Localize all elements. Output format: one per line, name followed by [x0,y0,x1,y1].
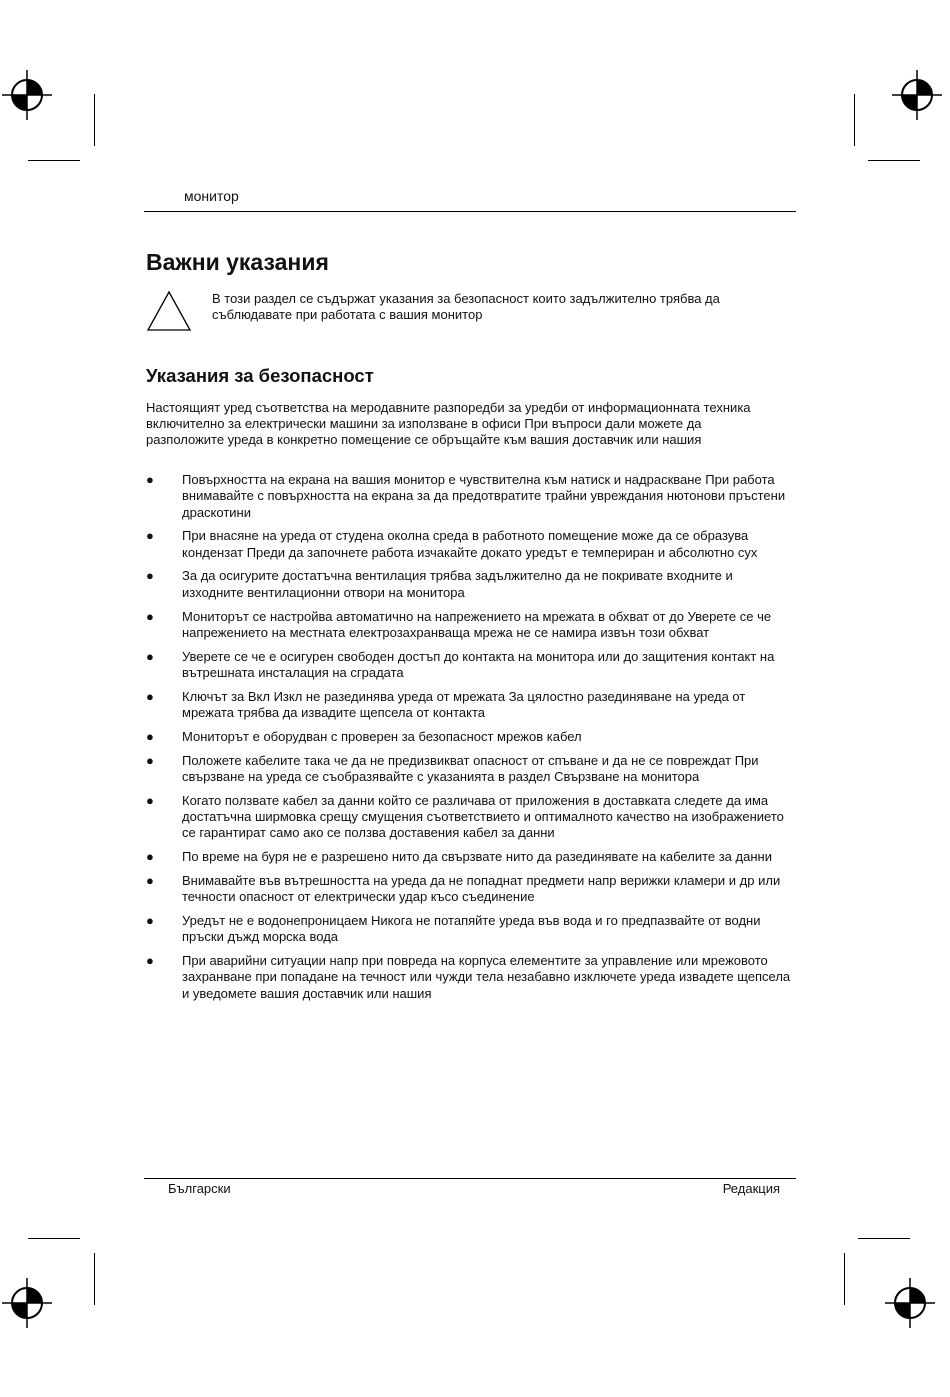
header-rule [144,211,796,212]
bullet-icon: ● [146,472,154,487]
list-item [146,953,796,1002]
bullet-icon: ● [146,728,154,744]
list-item-text: Уверете се че е осигурен свободен достъп до контакта на монитора или до защитения контакт на вътрешната инсталация на сградата [182,648,775,680]
list-item [146,689,796,722]
list-item-text: Положете кабелите така че да не предизвикват опасност от спъване и да не се повреждат При свързване на уреда се съобразявайте с указанията в раздел Свързване на монитора [182,752,759,784]
list-item [146,609,796,642]
list-item [146,913,796,946]
list-item-text: Когато ползвате кабел за данни който се различава от приложения в доставката следете да има достатъчна ширмовка срещу смущения съответствието и оптималното качество на изображението се гарантират само ако се ползва доставения кабел за данни [182,792,784,841]
safety-list [146,472,796,1010]
list-item [146,849,796,865]
list-item [146,793,796,842]
list-item-text: Мониторът е оборудван с проверен за безопасност мрежов кабел [182,728,582,744]
list-item-text: При аварийни ситуации напр при повреда на корпуса елементите за управление или мрежовото захранване при попадане на течност или чужди тела незабавно изключете уреда извадете щепсела и уведомете вашия доставчик или нашия [182,953,791,1001]
crop-line [858,1238,910,1239]
list-item [146,568,796,601]
registration-mark-icon [2,1278,52,1328]
bullet-icon: ● [146,608,154,624]
list-item [146,472,796,521]
list-item-text: При внасяне на уреда от студена околна среда в работното помещение може да се образува кондензат Преди да започнете работа изчакайте докато уредът е темпериран и абсолютно сух [182,528,758,560]
intro-text: В този раздел се съдържат указания за безопасност които задължително трябва да съблюдавате при работата с вашия монитор [212,291,720,322]
list-item [146,649,796,682]
section-paragraph: Настоящият уред съответства на меродавните разпоредби за уредби от информационната техника включително за електрически машини за използване в офиси При въпроси дали можете да разположите уреда в конкретно помещение се обръщайте към вашия доставчик или нашия [146,400,751,447]
list-item-text: По време на буря не е разрешено нито да свързвате нито да разединявате на кабелите за данни [182,849,772,865]
list-item [146,528,796,561]
bullet-icon: ● [146,872,154,888]
list-item-text: Внимавайте във вътрешността на уреда да не попаднат предмети напр верижки кламери и др или течности опасност от електрически удар късо съединение [182,872,781,905]
crop-line [854,94,855,146]
bullet-icon: ● [146,648,154,664]
list-item [146,753,796,786]
running-header: монитор [184,188,239,204]
crop-line [28,1238,80,1239]
footer-language: Български [168,1181,231,1196]
warning-triangle-icon [146,290,192,332]
crop-line [844,1253,845,1305]
bullet-icon: ● [146,752,154,768]
crop-line [868,160,920,161]
bullet-icon: ● [146,688,154,704]
list-item [146,729,796,745]
bullet-icon: ● [146,953,154,969]
registration-mark-icon [885,1278,935,1328]
bullet-icon: ● [146,849,154,865]
page-title: Важни указания [146,249,329,275]
registration-mark-icon [892,70,942,120]
footer-rule [144,1178,796,1179]
bullet-icon: ● [146,528,154,544]
crop-line [94,94,95,146]
list-item-text: Уредът не е водонепроницаем Никога не потапяйте уреда във вода и го предпазвайте от водни пръски дъжд морска вода [182,913,761,945]
bullet-icon: ● [146,792,154,808]
list-item-text: За да осигурите достатъчна вентилация трябва задължително да не покривате входните и изходните вентилационни отвори на монитора [182,568,733,600]
crop-line [28,160,80,161]
crop-line [94,1253,95,1305]
bullet-icon: ● [146,568,154,584]
list-item [146,873,796,906]
bullet-icon: ● [146,913,154,929]
list-item-text: Мониторът се настройва автоматично на напрежението на мрежата в обхват от до Уверете се че напрежението на местната електрозахранваща мрежа не се намира извън този обхват [182,608,772,640]
list-item-text: Повърхността на екрана на вашия монитор е чувствителна към натиск и надраскване При работа внимавайте с повърхността на екрана за да предотвратите трайни увреждания нютонови пръстени драскотини [182,472,786,520]
registration-mark-icon [2,70,52,120]
list-item-text: Ключът за Вкл Изкл не разединява уреда от мрежата За цялостно разединяване на уреда от мрежата трябва да извадите щепсела от контакта [182,688,746,721]
footer-edition: Редакция [722,1181,780,1196]
section-title: Указания за безопасност [146,365,374,386]
